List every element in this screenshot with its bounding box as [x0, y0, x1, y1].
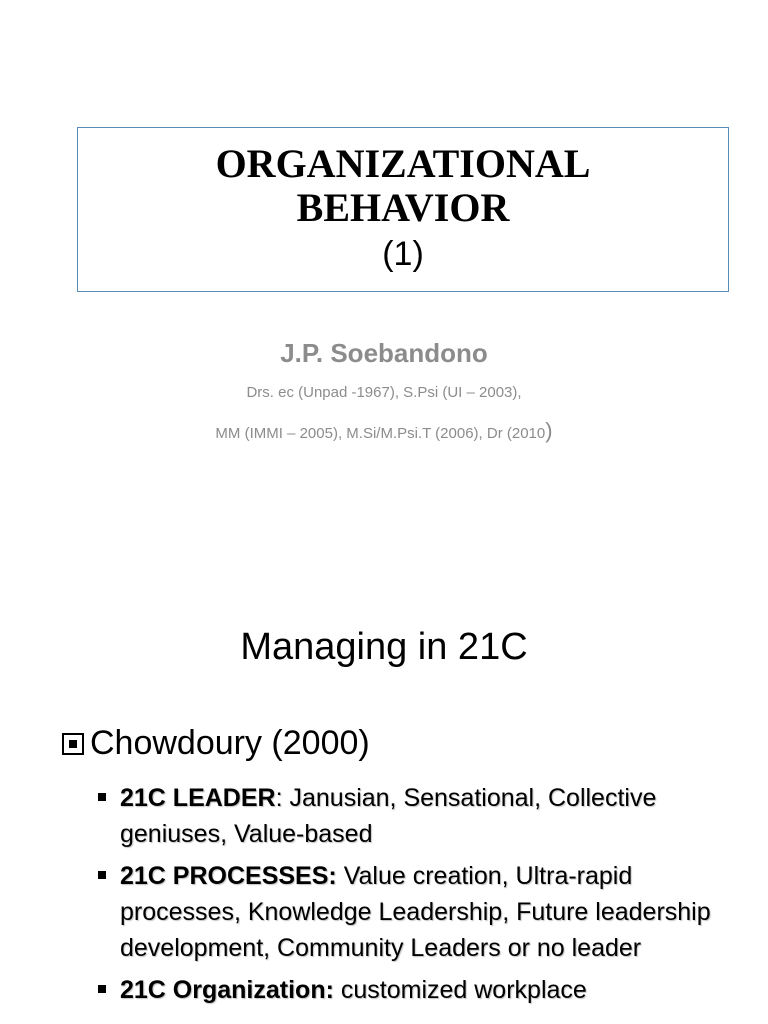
content-slide — [0, 576, 768, 1024]
title-line-1: ORGANIZATIONAL — [215, 141, 591, 186]
bullet-list — [96, 780, 716, 1014]
boxed-square-bullet-icon — [62, 733, 84, 755]
title-line-2: BEHAVIOR — [296, 185, 510, 230]
slide-title: Managing in 21C — [240, 626, 528, 668]
credentials-line-2-end: ) — [545, 418, 553, 443]
credentials-line-1: Drs. ec (Unpad -1967), S.Psi (UI – 2003), — [246, 384, 522, 401]
list-item — [96, 972, 716, 1008]
bullet-text: Value creation, Ultra-rapid processes, Knowledge Leadership, Future leadership development, Community Leaders or no leader — [120, 862, 711, 962]
level1-item — [62, 724, 370, 763]
credentials-line-2 — [0, 418, 768, 444]
bullet-text: : Janusian, Sensational, Collective geniuses, Value-based — [120, 784, 657, 848]
list-item — [96, 858, 716, 966]
credentials-line-2-text: MM (IMMI – 2005), M.Si/M.Psi.T (2006), Dr (2010 — [215, 425, 546, 442]
square-bullet-icon — [98, 793, 106, 801]
bullet-label: 21C Organization: — [120, 976, 334, 1004]
list-item — [96, 780, 716, 852]
bullet-label: 21C LEADER — [120, 784, 276, 812]
square-bullet-icon — [98, 871, 106, 879]
level1-text: Chowdoury (2000) — [90, 724, 370, 762]
title-number: (1) — [382, 235, 424, 273]
square-bullet-icon — [98, 985, 106, 993]
bullet-text: customized workplace — [333, 976, 587, 1004]
title-box — [77, 127, 729, 292]
author-name: J.P. Soebandono — [280, 338, 488, 368]
bullet-label: 21C PROCESSES: — [120, 862, 337, 890]
